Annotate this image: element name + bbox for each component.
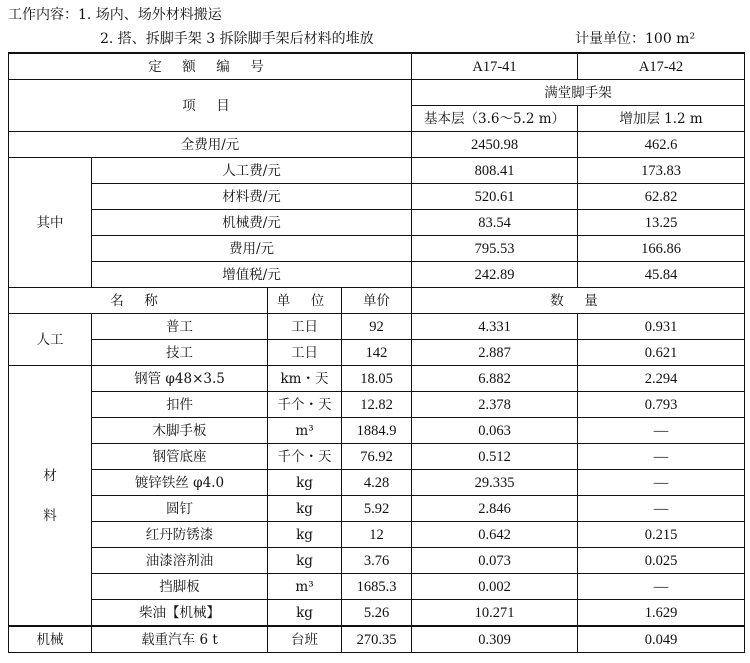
resource-quantity: 0.063 — [412, 418, 578, 444]
resource-quantity: 10.271 — [412, 600, 578, 627]
price-column-header: 单价 — [342, 288, 412, 314]
resource-name: 钢管底座 — [92, 444, 268, 470]
material-category-label — [9, 366, 92, 627]
resource-name: 油漆溶剂油 — [92, 548, 268, 574]
resource-quantity: 0.642 — [412, 522, 578, 548]
quota-code: A17-42 — [578, 53, 745, 80]
resource-quantity: 0.073 — [412, 548, 578, 574]
resource-price: 1685.3 — [342, 574, 412, 600]
resource-name: 挡脚板 — [92, 574, 268, 600]
resource-name: 柴油【机械】 — [92, 600, 268, 627]
resource-unit: 千个・天 — [268, 392, 342, 418]
resource-unit: kg — [268, 470, 342, 496]
unit-column-header: 单 位 — [268, 288, 342, 314]
resource-quantity: 4.331 — [412, 314, 578, 340]
machine-category-label: 机械 — [9, 626, 92, 653]
resource-unit: m³ — [268, 574, 342, 600]
resource-unit: kg — [268, 496, 342, 522]
resource-quantity: — — [578, 444, 745, 470]
resource-price: 12 — [342, 522, 412, 548]
breakdown-item-label: 机械费/元 — [92, 210, 412, 236]
resource-name: 扣件 — [92, 392, 268, 418]
resource-name: 钢管 φ48×3.5 — [92, 366, 268, 392]
total-cost-label: 全费用/元 — [9, 132, 412, 158]
total-cost-value: 462.6 — [578, 132, 745, 158]
breakdown-value: 13.25 — [578, 210, 745, 236]
resource-price: 5.26 — [342, 600, 412, 627]
resource-unit: kg — [268, 522, 342, 548]
variant-label: 基本层（3.6～5.2 m） — [412, 106, 578, 132]
breakdown-value: 795.53 — [412, 236, 578, 262]
breakdown-value: 83.54 — [412, 210, 578, 236]
resource-quantity: 2.846 — [412, 496, 578, 522]
quantity-column-header: 数 量 — [412, 288, 745, 314]
resource-price: 76.92 — [342, 444, 412, 470]
resource-quantity: 0.512 — [412, 444, 578, 470]
resource-quantity: 0.002 — [412, 574, 578, 600]
breakdown-value: 808.41 — [412, 158, 578, 184]
resource-quantity: 0.793 — [578, 392, 745, 418]
quota-code: A17-41 — [412, 53, 578, 80]
resource-name: 木脚手板 — [92, 418, 268, 444]
quota-number-label: 定 额 编 号 — [9, 53, 412, 80]
breakdown-value: 166.86 — [578, 236, 745, 262]
breakdown-value: 242.89 — [412, 262, 578, 288]
measurement-unit: 计量单位：100 m² — [575, 31, 696, 47]
total-cost-value: 2450.98 — [412, 132, 578, 158]
resource-unit: m³ — [268, 418, 342, 444]
breakdown-item-label: 人工费/元 — [92, 158, 412, 184]
resource-unit: kg — [268, 548, 342, 574]
name-column-header: 名 称 — [9, 288, 268, 314]
resource-price: 1884.9 — [342, 418, 412, 444]
resource-unit: kg — [268, 600, 342, 627]
resource-quantity: 0.025 — [578, 548, 745, 574]
resource-price: 4.28 — [342, 470, 412, 496]
resource-name: 红丹防锈漆 — [92, 522, 268, 548]
resource-price: 270.35 — [342, 626, 412, 653]
resource-unit: km・天 — [268, 366, 342, 392]
resource-quantity: 0.931 — [578, 314, 745, 340]
resource-name: 镀锌铁丝 φ4.0 — [92, 470, 268, 496]
breakdown-value: 173.83 — [578, 158, 745, 184]
resource-quantity: 2.294 — [578, 366, 745, 392]
material-label-char: 料 — [43, 507, 57, 524]
resource-name: 普工 — [92, 314, 268, 340]
resource-quantity: 0.621 — [578, 340, 745, 366]
breakdown-value: 62.82 — [578, 184, 745, 210]
variant-label: 增加层 1.2 m — [578, 106, 745, 132]
material-label-char: 材 — [43, 467, 57, 484]
resource-name: 圆钉 — [92, 496, 268, 522]
resource-price: 142 — [342, 340, 412, 366]
group-title: 满堂脚手架 — [412, 80, 745, 106]
resource-quantity: 2.378 — [412, 392, 578, 418]
breakdown-value: 45.84 — [578, 262, 745, 288]
resource-quantity: — — [578, 574, 745, 600]
resource-quantity: 2.887 — [412, 340, 578, 366]
resource-quantity: — — [578, 496, 745, 522]
resource-quantity: 0.309 — [412, 626, 578, 653]
breakdown-value: 520.61 — [412, 184, 578, 210]
resource-unit: 千个・天 — [268, 444, 342, 470]
resource-price: 18.05 — [342, 366, 412, 392]
resource-quantity: — — [578, 418, 745, 444]
work-content-line-1: 工作内容：1. 场内、场外材料搬运 — [8, 7, 222, 23]
resource-quantity: — — [578, 470, 745, 496]
resource-price: 3.76 — [342, 548, 412, 574]
item-label: 项 目 — [9, 80, 412, 132]
quota-table — [8, 52, 745, 653]
labor-category-label: 人工 — [9, 314, 92, 366]
resource-price: 12.82 — [342, 392, 412, 418]
resource-unit: 台班 — [268, 626, 342, 653]
resource-unit: 工日 — [268, 340, 342, 366]
resource-unit: 工日 — [268, 314, 342, 340]
breakdown-item-label: 增值税/元 — [92, 262, 412, 288]
work-content-line-2: 2. 搭、拆脚手架 3 拆除脚手架后材料的堆放 — [100, 31, 374, 47]
resource-name: 技工 — [92, 340, 268, 366]
resource-quantity: 29.335 — [412, 470, 578, 496]
resource-quantity: 0.049 — [578, 626, 745, 653]
breakdown-label: 其中 — [9, 158, 92, 288]
breakdown-item-label: 材料费/元 — [92, 184, 412, 210]
resource-price: 5.92 — [342, 496, 412, 522]
resource-quantity: 0.215 — [578, 522, 745, 548]
breakdown-item-label: 费用/元 — [92, 236, 412, 262]
resource-quantity: 1.629 — [578, 600, 745, 627]
resource-name: 载重汽车 6 t — [92, 626, 268, 653]
resource-quantity: 6.882 — [412, 366, 578, 392]
resource-price: 92 — [342, 314, 412, 340]
